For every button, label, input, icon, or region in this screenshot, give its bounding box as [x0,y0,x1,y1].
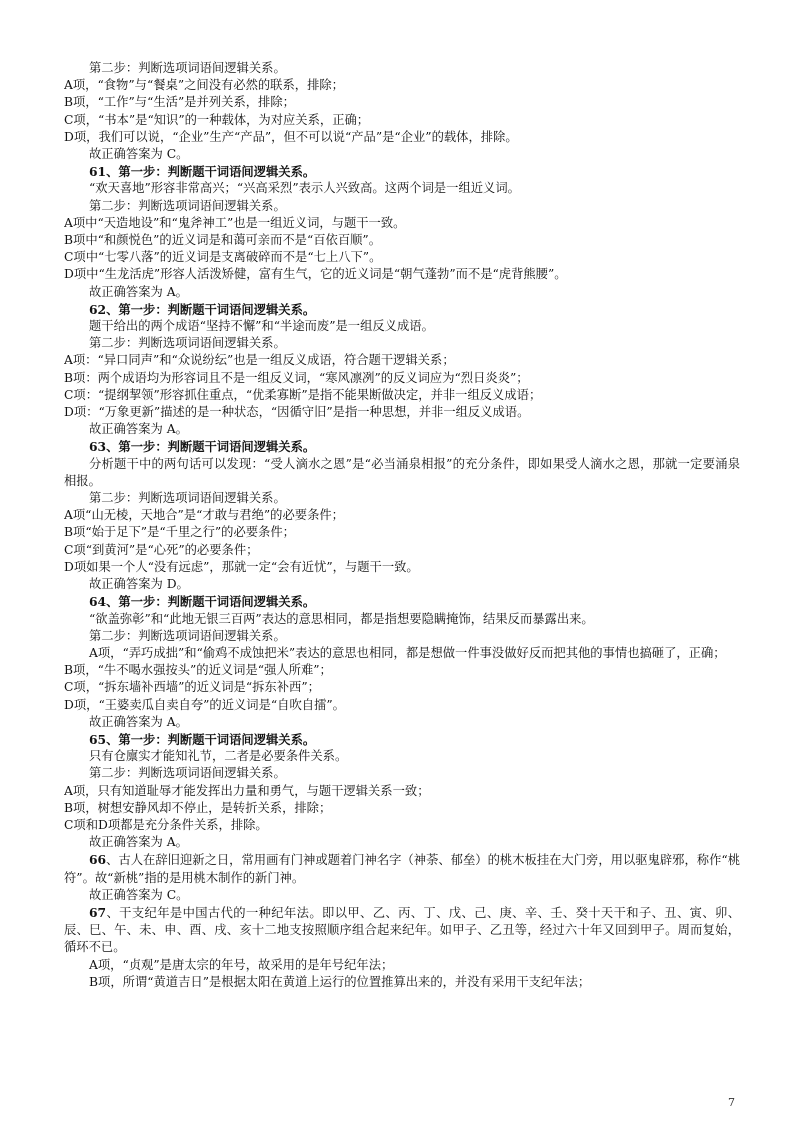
question-number: 63 [89,439,107,455]
paragraph [64,456,740,490]
question-heading [64,163,740,180]
indented-line: 第二步：判断选项词语间逻辑关系。 [89,198,286,213]
heading-text: 、第一步：判断题干词语间逻辑关系。 [106,731,316,747]
question-number: 67 [89,904,107,920]
indented-line: 第二步：判断选项词语间逻辑关系。 [89,61,286,75]
text-line: B项，“牛不喝水强按头”的近义词是“强人所难”； [64,663,332,678]
indented-line: 第二步：判断选项词语间逻辑关系。 [89,491,286,506]
indented-line: 第二步：判断选项词语间逻辑关系。 [89,628,286,643]
question-number: 64 [89,594,107,610]
indented-line: 故正确答案为 A。 [89,422,188,437]
question-heading [64,593,740,610]
paragraph [64,904,740,957]
text-line: D项如果一个人“没有远虑”，那就一定“会有近忧”，与题干一致。 [64,559,419,574]
document-page [64,60,740,991]
paragraph [64,851,740,886]
text-line: C项和D项都是充分条件关系，排除。 [64,817,268,832]
text-line: A项，只有知道耻辱才能发挥出力量和勇气，与题干逻辑关系一致； [64,783,430,798]
paragraph-text: A项，“弄巧成拙”和“偷鸡不成蚀把米”表达的意思也相同，都是想做一件事没做好反而把其他的事情也搞砸了，正确； [89,645,726,660]
text-line: C项，“书本”是“知识”的一种载体，为对应关系，正确； [64,112,370,127]
question-number: 66 [89,852,107,868]
paragraph-text: 、干支纪年是中国古代的一种纪年法。即以甲、乙、丙、丁、戊、己、庚、辛、壬、癸十天干和子、丑、寅、卯、辰、巳、午、未、申、酉、戌、亥十二地支按照顺序组合起来纪年。如甲子、乙丑等，经过六十年又回到甲子。周而复始，循环不已。 [64,905,740,955]
text-line: B项，“工作”与“生活”是并列关系，排除； [64,95,295,110]
text-line: B项，树想安静风却不停止，是转折关系，排除； [64,800,332,815]
indented-line: 第二步：判断选项词语间逻辑关系。 [89,766,286,781]
text-line: B项：两个成语均为形容词且不是一组反义词，“寒风凛冽”的反义词应为“烈日炎炎”； [64,370,529,385]
heading-text: 、第一步：判断题干词语间逻辑关系。 [106,301,316,317]
indented-line: 只有仓廪实才能知礼节，二者是必要条件关系。 [89,749,348,764]
text-line: A项：“异口同声”和“众说纷纭”也是一组反义成语，符合题干逻辑关系； [64,353,455,368]
text-line: D项中“生龙活虎”形容人活泼矫健，富有生气，它的近义词是“朝气蓬勃”而不是“虎背熊腰”。 [64,267,567,282]
indented-line: A项，“贞观”是唐太宗的年号，故采用的是年号纪年法； [89,957,394,972]
question-number: 61 [89,164,107,180]
indented-line: 故正确答案为 D。 [89,577,189,592]
text-line: C项中“七零八落”的近义词是支离破碎而不是“七上八下”。 [64,250,382,265]
text-line: C项“到黄河”是“心死”的必要条件； [64,542,259,557]
indented-line: 题干给出的两个成语“坚持不懈”和“半途而废”是一组反义成语。 [89,319,434,334]
indented-line: 故正确答案为 A。 [89,284,188,299]
text-line: D项：“万象更新”描述的是一种状态，“因循守旧”是指一种思想，并非一组反义成语。 [64,405,530,420]
text-line: A项中“天造地设”和“鬼斧神工”也是一组近义词，与题干一致。 [64,215,406,230]
text-line: D项，“王婆卖瓜自卖自夸”的近义词是“自吹自擂”。 [64,697,345,712]
text-line: B项中“和颜悦色”的近义词是和蔼可亲而不是“百依百顺”。 [64,233,382,248]
question-heading [64,731,740,748]
text-line: B项“始于足下”是“千里之行”的必要条件； [64,525,295,540]
text-line: A项“山无棱，天地合”是“才敢与君绝”的必要条件； [64,508,344,523]
indented-line: “欢天喜地”形容非常高兴；“兴高采烈”表示人兴致高。这两个词是一组近义词。 [89,181,520,196]
indented-line: 故正确答案为 C。 [89,147,189,162]
paragraph-text: 分析题干中的两句话可以发现：“受人滴水之恩”是“必当涌泉相报”的充分条件，即如果受人滴水之恩，那就一定要涌泉相报。 [64,456,740,488]
indented-line: 第二步：判断选项词语间逻辑关系。 [89,336,286,351]
indented-line: B项，所谓“黄道吉日”是根据太阳在黄道上运行的位置推算出来的，并没有采用干支纪年法； [89,974,591,989]
text-line: D项，我们可以说，“企业”生产“产品”，但不可以说“产品”是“企业”的载体，排除。 [64,129,518,144]
heading-text: 、第一步：判断题干词语间逻辑关系。 [106,439,316,455]
indented-line: 故正确答案为 A。 [89,835,188,850]
heading-text: 、第一步：判断题干词语间逻辑关系。 [106,594,316,610]
indented-line: “欲盖弥彰”和“此地无银三百两”表达的意思相同，都是指想要隐瞒掩饰，结果反而暴露出来。 [89,611,594,626]
question-number: 62 [89,301,107,317]
question-number: 65 [89,731,107,747]
heading-text: 、第一步：判断题干词语间逻辑关系。 [106,164,316,180]
text-line: A项，“食物”与“餐桌”之间没有必然的联系，排除； [64,78,344,93]
text-line: C项：“提纲挈领”形容抓住重点，“优柔寡断”是指不能果断做决定，并非一组反义成语； [64,387,542,402]
question-heading [64,438,740,455]
paragraph [64,645,740,662]
indented-line: 故正确答案为 A。 [89,714,188,729]
page-number: 7 [728,1096,735,1109]
indented-line: 故正确答案为 C。 [89,887,189,902]
text-line: C项，“拆东墙补西墙”的近义词是“拆东补西”； [64,680,320,695]
paragraph-text: 、古人在辞旧迎新之日，常用画有门神或题着门神名字（神荼、郁垒）的桃木板挂在大门旁，用以驱鬼辟邪，称作“桃符”。故“新桃”指的是用桃木制作的新门神。 [64,853,740,885]
question-heading [64,301,740,318]
